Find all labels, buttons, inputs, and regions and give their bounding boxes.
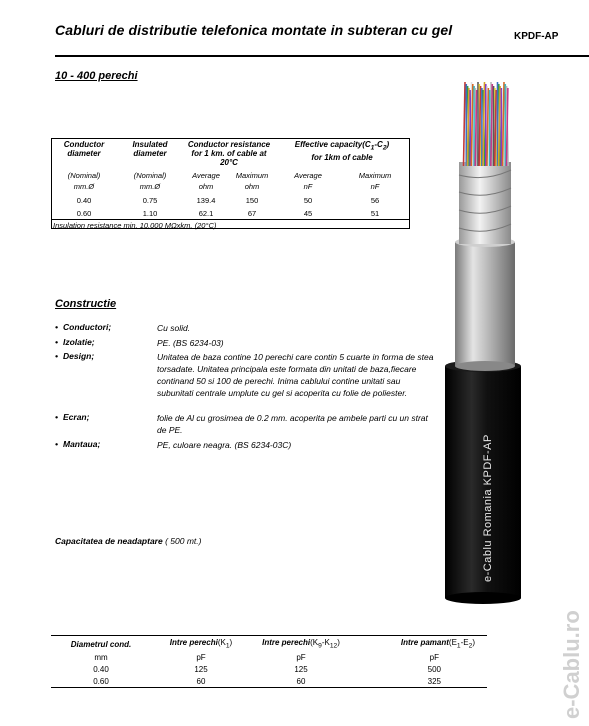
bullet-icon: •	[55, 439, 58, 449]
capacity-label: Capacitatea de neadaptare	[55, 536, 163, 546]
cable-foil	[459, 162, 511, 244]
cable-illustration	[425, 70, 535, 606]
conductor-wire	[464, 82, 466, 166]
col-pair-to-ground: Intre $pamant(E_1-E_2)$	[400, 638, 475, 650]
capacity-value: ( 500 mt.)	[165, 536, 202, 546]
capacity-unbalance-table	[51, 637, 487, 688]
col-pair-to-pair-k9-k12: Intre $perechi(K_9-K_{12})$	[262, 638, 340, 650]
bullet-icon: •	[55, 412, 58, 422]
watermark-logo	[552, 585, 586, 721]
table-row: 0.40 125 125 500	[93, 664, 441, 674]
table-units-row: mm pF pF pF	[94, 652, 439, 662]
bullet-icon: •	[55, 322, 58, 332]
table-row: 0.60 1.10 62.1 67 45 51	[76, 209, 380, 218]
table-row: 0.40 0.75 139.4 150 50 56	[76, 196, 380, 205]
table-units-row: mm.Ø mm.Ø ohm ohm nF nF	[73, 182, 380, 191]
col-conductor-resistance: Conductor resistance for 1 km. of cable at 20°C	[187, 140, 271, 167]
bullet-icon: •	[55, 337, 58, 347]
pairs-range-heading: 10 - 400 perechi	[55, 70, 138, 82]
cable-print: e-Cablu Romania KPDF-AP	[482, 434, 494, 582]
construction-heading: Constructie	[55, 298, 117, 310]
page-title: Cabluri de distributie telefonica montate in subteran cu gel	[55, 22, 453, 38]
table-subheader-row: (Nominal) (Nominal) Average Maximum Average Maximum	[67, 171, 392, 180]
col-conductor-diameter: Conductor diameter	[63, 140, 105, 158]
electrical-table	[51, 138, 409, 231]
table-footnote-row	[51, 220, 409, 232]
cable-shield	[455, 237, 515, 371]
col-pair-to-pair-k1: Intre $perechi(K_1)$	[169, 638, 233, 650]
product-code: KPDF-AP	[514, 31, 559, 42]
col-insulated-diameter: Insulated diameter	[132, 140, 168, 158]
table-row: 0.60 60 60 325	[93, 676, 441, 686]
insulation-resistance-note: Insulation resistance min. 10.000 MΩxkm. (20°C)	[51, 220, 409, 232]
col-effective-capacity: Effective $capacity(C_1-C_2)$ for 1km of cable	[294, 140, 390, 162]
col-conductor-diameter: Diametrul cond.	[70, 639, 132, 649]
conductor-bundle	[464, 82, 509, 166]
table2-top-rule	[51, 635, 487, 636]
watermark-text: e-Cablu.ro	[559, 610, 584, 719]
bullet-icon: •	[55, 351, 58, 361]
header-rule	[55, 55, 589, 57]
capacity-line	[55, 536, 201, 546]
